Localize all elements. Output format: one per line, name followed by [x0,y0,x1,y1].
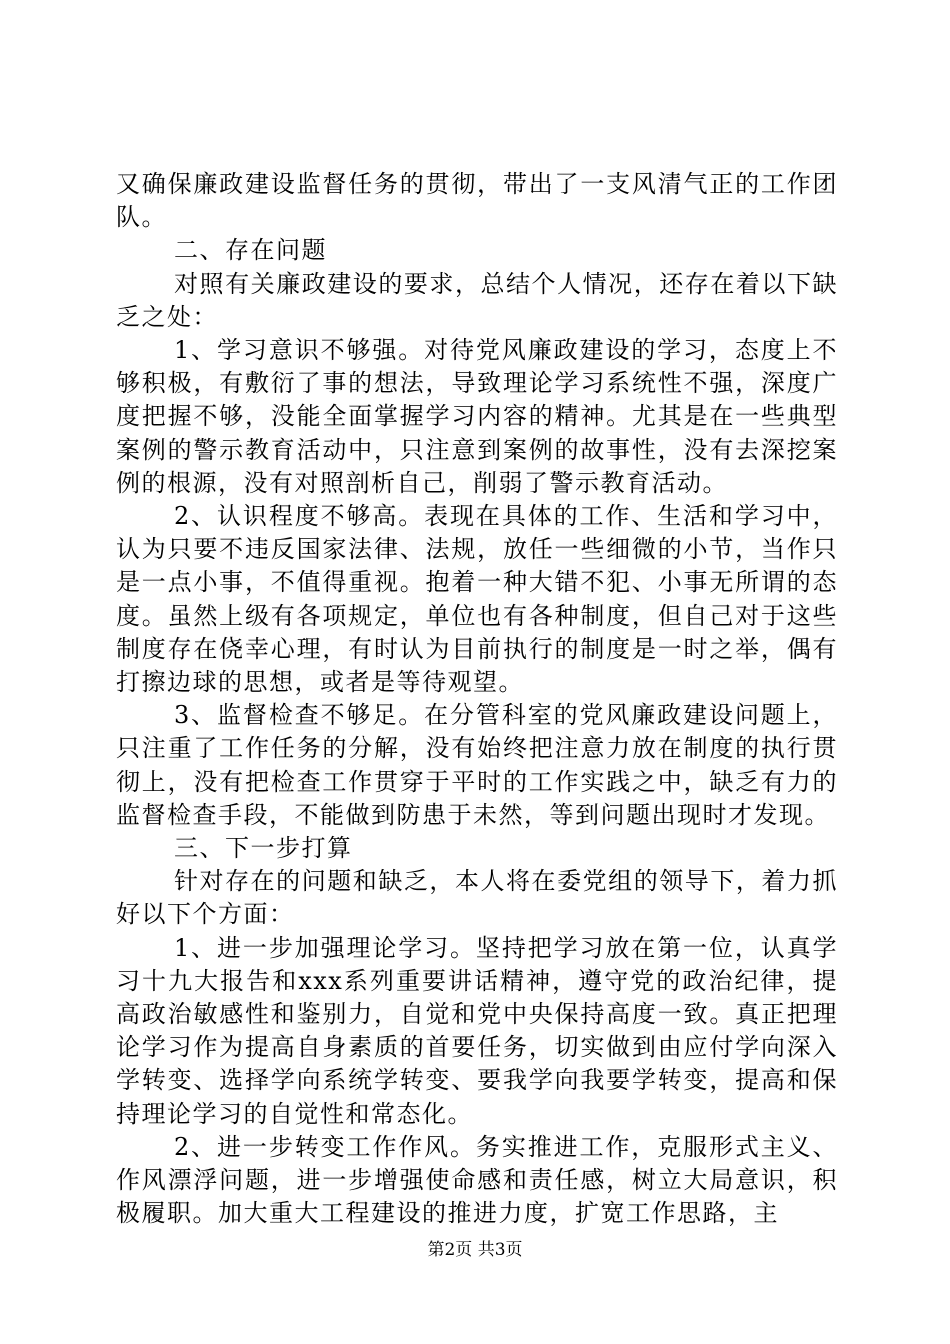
paragraph-next-steps-intro: 针对存在的问题和缺乏，本人将在委党组的领导下，着力抓好以下个方面： [116,867,838,929]
document-body [116,168,838,1231]
paragraph-problems-intro: 对照有关廉政建设的要求，总结个人情况，还存在着以下缺乏之处： [116,269,838,331]
section-heading-next-steps: 三、下一步打算 [174,834,353,863]
paragraph-problem-3: 3、监督检查不够足。在分管科室的党风廉政建设问题上，只注重了工作任务的分解，没有始终把注意力放在制度的执行贯彻上，没有把检查工作贯穿于平时的工作实践之中，缺乏有力的监督检查手段，不能做到防患于未然，等到问题出现时才发现。 [116,701,838,829]
paragraph-problem-1: 1、学习意识不够强。对待党风廉政建设的学习，态度上不够积极，有敷衍了事的想法，导致理论学习系统性不强，深度广度把握不够，没能全面掌握学习内容的精神。尤其是在一些典型案例的警示教育活动中，只注意到案例的故事性，没有去深挖案例的根源，没有对照剖析自己，削弱了警示教育活动。 [116,336,838,497]
page-footer [0,1240,950,1260]
paragraph-plan-2: 2、进一步转变工作作风。务实推进工作，克服形式主义、作风漂浮问题，进一步增强使命感和责任感，树立大局意识，积极履职。加大重大工程建设的推进力度，扩宽工作思路，主 [116,1132,838,1228]
paragraph-problem-2: 2、认识程度不够高。表现在具体的工作、生活和学习中，认为只要不违反国家法律、法规，放任一些细微的小节，当作只是一点小事，不值得重视。抱着一种大错不犯、小事无所谓的态度。虽然上级有各项规定，单位也有各种制度，但自己对于这些制度存在侥幸心理，有时认为目前执行的制度是一时之举，偶有打擦边球的思想，或者是等待观望。 [116,502,838,697]
section-heading-problems: 二、存在问题 [174,236,327,265]
paragraph-intro-continuation: 又确保廉政建设监督任务的贯彻，带出了一支风清气正的工作团队。 [116,170,838,232]
page-number-label: 第2页 共3页 [427,1240,523,1260]
paragraph-plan-1: 1、进一步加强理论学习。坚持把学习放在第一位，认真学习十九大报告和xxx系列重要讲话精神，遵守党的政治纪律，提高政治敏感性和鉴别力，自觉和党中央保持高度一致。真正把理论学习作为提高自身素质的首要任务，切实做到由应付学向深入学转变、选择学向系统学转变、要我学向我要学转变，提高和保持理论学习的自觉性和常态化。 [116,933,838,1128]
